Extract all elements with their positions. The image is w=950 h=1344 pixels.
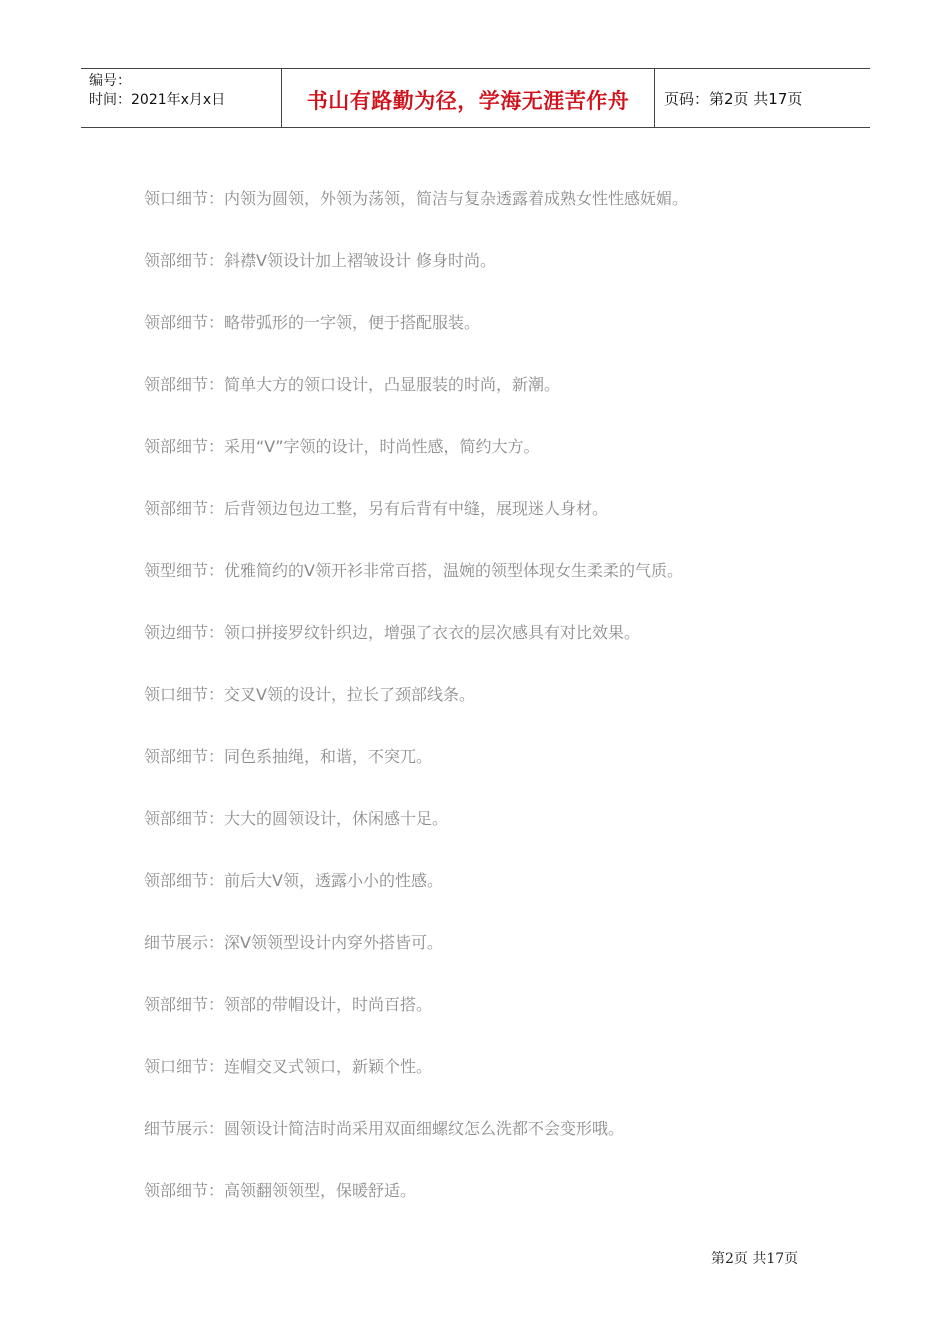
document-body	[144, 187, 864, 1241]
text-line: 领边细节：领口拼接罗纹针织边，增强了衣衣的层次感具有对比效果。	[144, 623, 641, 642]
text-line: 领部细节：领部的带帽设计，时尚百搭。	[144, 995, 433, 1014]
header-time-label: 时间：2021年x月x日	[89, 92, 226, 108]
text-line: 领部细节：大大的圆领设计，休闲感十足。	[144, 809, 449, 828]
header-meta	[89, 72, 225, 110]
page-header	[81, 68, 870, 128]
header-number-label: 编号：	[89, 73, 131, 89]
page-footer: 第2页 共17页	[711, 1251, 799, 1267]
text-line: 领口细节：内领为圆领，外领为荡领，简洁与复杂透露着成熟女性性感妩媚。	[144, 189, 689, 208]
header-motto: 书山有路勤为径，学海无涯苦作舟	[306, 89, 630, 113]
header-divider	[654, 69, 655, 127]
text-line: 领部细节：简单大方的领口设计，凸显服装的时尚，新潮。	[144, 375, 561, 394]
text-line: 领口细节：连帽交叉式领口，新颖个性。	[144, 1057, 433, 1076]
text-line: 细节展示：圆领设计简洁时尚采用双面细螺纹怎么洗都不会变形哦。	[144, 1119, 625, 1138]
text-line: 领部细节：后背领边包边工整，另有后背有中缝，展现迷人身材。	[144, 499, 609, 518]
text-line: 领型细节：优雅简约的Ⅴ领开衫非常百搭，温婉的领型体现女生柔柔的气质。	[144, 561, 683, 580]
text-line: 领口细节：交叉Ⅴ领的设计，拉长了颈部线条。	[144, 685, 475, 704]
text-line: 领部细节：前后大Ⅴ领，透露小小的性感。	[144, 871, 443, 890]
text-line: 领部细节：斜襟Ⅴ领设计加上褶皱设计 修身时尚。	[144, 251, 497, 270]
text-line: 领部细节：采用“V”字领的设计，时尚性感，简约大方。	[144, 437, 540, 456]
text-line: 领部细节：略带弧形的一字领，便于搭配服装。	[144, 313, 481, 332]
text-line: 领部细节：高领翻领领型，保暖舒适。	[144, 1181, 417, 1200]
text-line: 细节展示：深Ⅴ领领型设计内穿外搭皆可。	[144, 933, 443, 952]
header-page-info: 页码：第2页 共17页	[664, 90, 803, 108]
text-line: 领部细节：同色系抽绳，和谐，不突兀。	[144, 747, 433, 766]
